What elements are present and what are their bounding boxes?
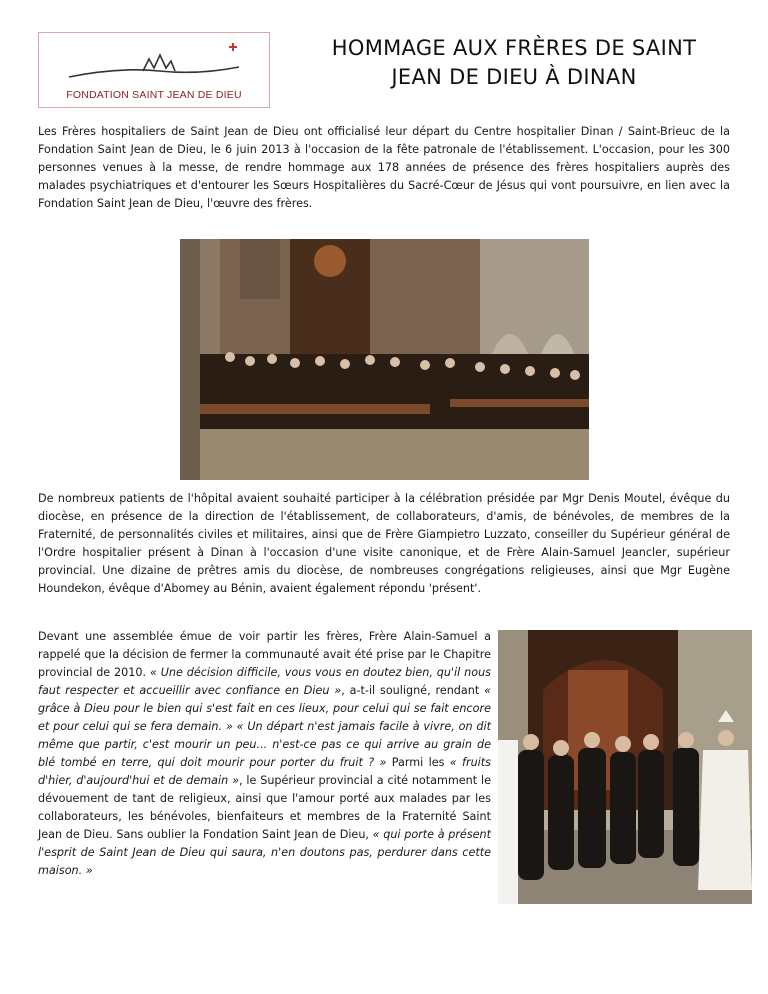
- p3-quote-1: « Une décision difficile, vous vous en doutez bien, qu'il nous faut respecter et accueillir avec confiance en Dieu »: [38, 666, 491, 697]
- brothers-procession-photo: [498, 630, 752, 904]
- page-title: [300, 34, 728, 92]
- body-paragraph-3: [38, 628, 491, 880]
- church-mass-photo: [180, 239, 589, 480]
- intro-paragraph: Les Frères hospitaliers de Saint Jean de Dieu ont officialisé leur départ du Centre hospitalier Dinan / Saint-Brieuc de la Fondation Saint Jean de Dieu, le 6 juin 2013 à l'occasion de la fête patronale de l'établissement. L'occasion, pour les 300 personnes venues à la messe, de rendre hommage aux 178 années de présence des frères hospitaliers auprès des malades psychiatriques et d'entourer les Sœurs Hospitalières du Sacré-Cœur de Jésus qui vont poursuivre, en lien avec la Fondation Saint Jean de Dieu, l'œuvre des frères.: [38, 125, 730, 210]
- title-line-2: JEAN DE DIEU À DINAN: [391, 65, 637, 89]
- p3-quote-3: « fruits d'hier, d'aujourd'hui et de demain »: [38, 756, 492, 787]
- p3-text-4: , le Supérieur provincial a cité notamment le dévouement de tant de religieux, ainsi que l'amour porté aux malades par les collaborateurs, les bénévoles, bienfaiteurs et membres de la Fraternité Saint Jean de Dieu. Sans oublier la Fondation Saint Jean de Dieu,: [38, 774, 492, 841]
- title-line-1: HOMMAGE AUX FRÈRES DE SAINT: [331, 36, 697, 60]
- foundation-logo: [38, 32, 270, 108]
- p3-quote-2: « grâce à Dieu pour le bien qui s'est fait en ces lieux, pour celui qui se fait encore et pour celui qui se fera demain. » « Un départ n'est jamais facile à vivre, on dit même que partir, c'est mourir un peu... n'est-ce pas ce qui arrive au grain de blé tombé en terre, qui doit mourir pour porter du fruit ? »: [38, 684, 491, 769]
- p3-quote-4: « qui porte à présent l'esprit de Saint Jean de Dieu qui saura, n'en doutons pas, perdurer dans cette maison. »: [38, 828, 492, 877]
- p3-text-2: , a-t-il souligné, rendant: [341, 684, 485, 697]
- p3-text-3: Parmi les: [386, 756, 450, 769]
- body-paragraph-2: De nombreux patients de l'hôpital avaient souhaité participer à la célébration présidée par Mgr Denis Moutel, évêque du diocèse, en présence de la direction de l'établissement, de collaborateurs, d'amis, de bénévoles, de membres de la Fraternité, de personnalités civiles et militaires, ainsi que de Frère Giampietro Luzzato, conseiller du Supérieur général de l'Ordre hospitalier présent à Dinan à l'occasion d'une visite canonique, et de Frère Alain-Samuel Jeancler, supérieur provincial. Une dizaine de prêtres amis du diocèse, de nombreuses congrégations religieuses, ainsi que Mgr Eugène Houndekon, évêque d'Abomey au Bénin, avaient également répondu 'présent'.: [38, 492, 730, 595]
- p3-text-1: Devant une assemblée émue de voir partir les frères, Frère Alain-Samuel a rappelé que la décision de fermer la communauté avait été prise par le Chapitre provincial de 2010.: [38, 630, 491, 679]
- logo-wordmark: FONDATION SAINT JEAN DE DIEU: [66, 89, 242, 101]
